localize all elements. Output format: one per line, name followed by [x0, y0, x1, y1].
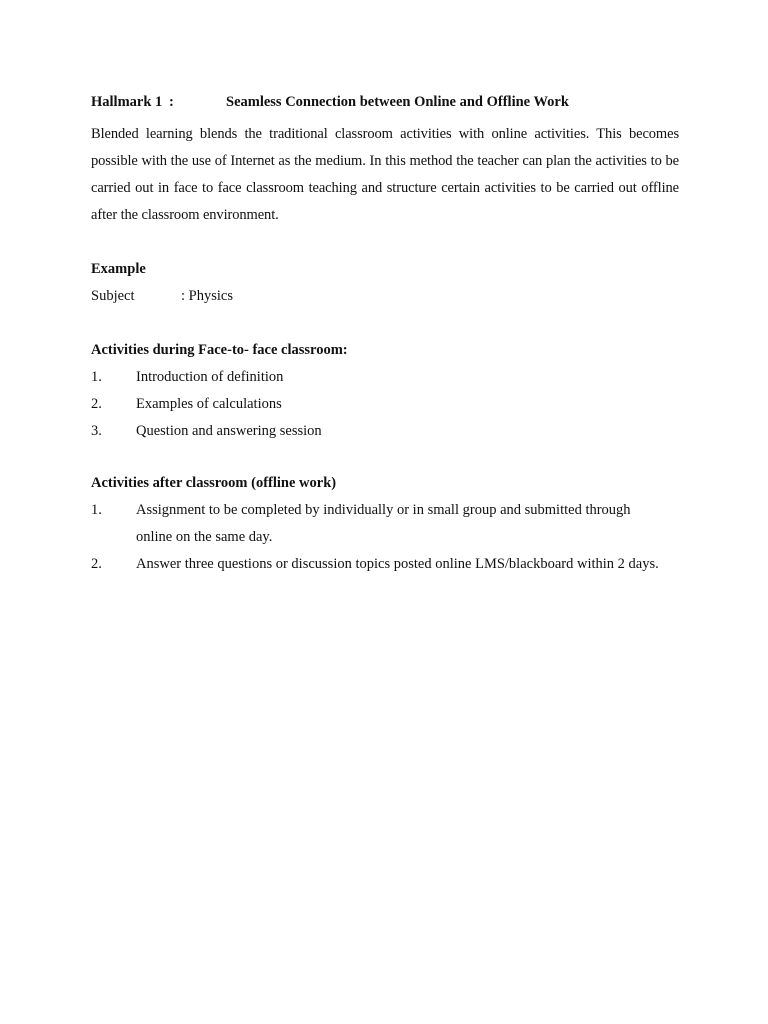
- list-item-number: 2.: [91, 556, 102, 572]
- hallmark-title: Seamless Connection between Online and Offline Work: [226, 94, 569, 110]
- list-item-number: 2.: [91, 396, 102, 412]
- list-item-number: 1.: [91, 502, 102, 518]
- subject-row: [91, 283, 679, 310]
- intro-paragraph: Blended learning blends the traditional classroom activities with online activities. This becomes possible with the use of Internet as the medium. In this method the teacher can plan the activities to be carried out in face to face classroom teaching and structure certain activities to be carried out offline after the classroom environment.: [91, 126, 679, 223]
- list-item-text: Examples of calculations: [136, 396, 282, 412]
- after-classroom-heading: Activities after classroom (offline work): [91, 475, 337, 491]
- hallmark-colon: :: [169, 94, 174, 110]
- section-title: [91, 89, 679, 116]
- list-item-text: Assignment to be completed by individually or in small group and submitted through online on the same day.: [136, 502, 631, 545]
- example-heading: Example: [91, 261, 146, 277]
- face-to-face-heading: Activities during Face-to- face classroom:: [91, 342, 348, 358]
- hallmark-label: Hallmark 1: [91, 94, 163, 110]
- face-to-face-list: [91, 364, 679, 445]
- after-classroom-list: [91, 497, 679, 578]
- list-item: [91, 497, 679, 551]
- list-item-number: 3.: [91, 423, 102, 439]
- list-item-text: Introduction of definition: [136, 369, 284, 385]
- list-item-text: Answer three questions or discussion topics posted online LMS/blackboard within 2 days.: [136, 556, 659, 572]
- subject-value: : Physics: [181, 288, 233, 304]
- list-item: [91, 391, 679, 418]
- list-item: [91, 364, 679, 391]
- list-item-number: 1.: [91, 369, 102, 385]
- list-item-text: Question and answering session: [136, 423, 322, 439]
- list-item: [91, 551, 679, 578]
- subject-label: Subject: [91, 288, 135, 304]
- list-item: [91, 418, 679, 445]
